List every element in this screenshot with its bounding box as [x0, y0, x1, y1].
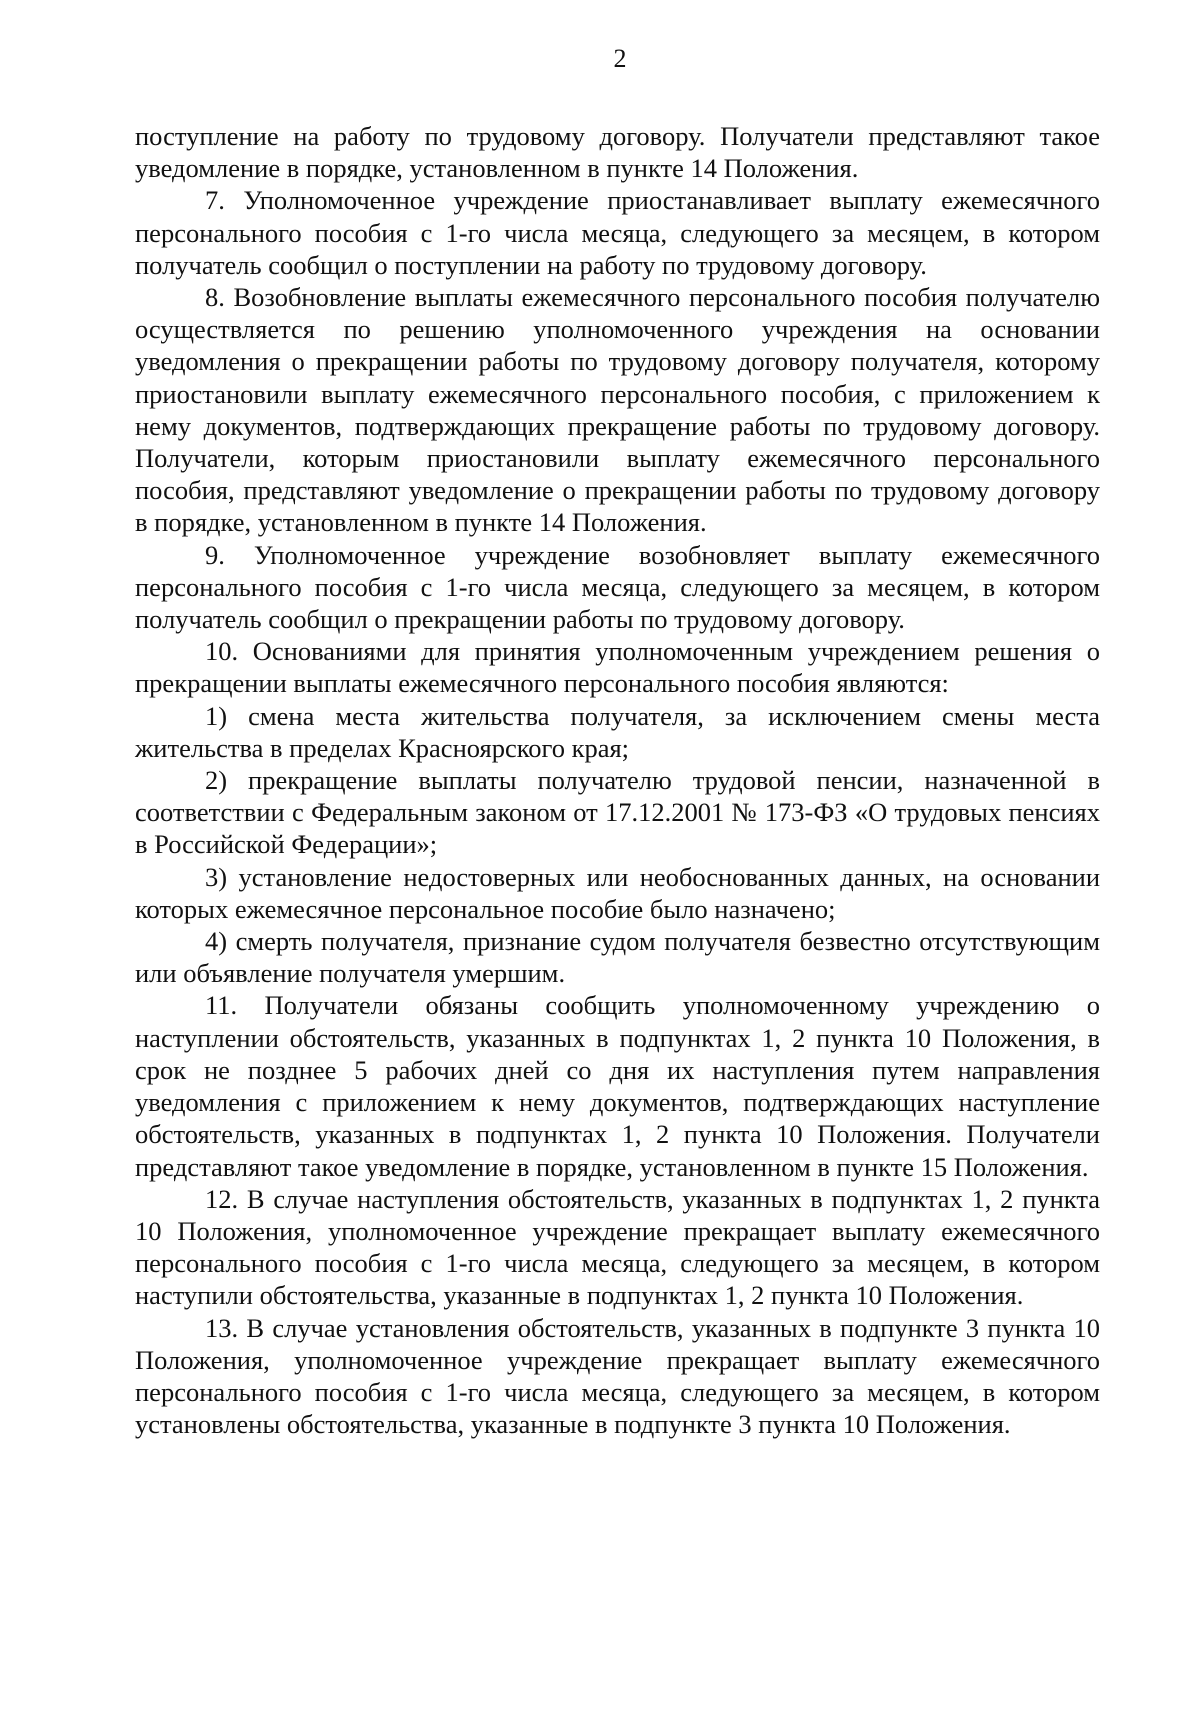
document-body — [135, 120, 1100, 1440]
subitem-10-2: 2) прекращение выплаты получателю трудовой пенсии, назначенной в соответствии с Федеральным законом от 17.12.2001 № 173-ФЗ «О трудовых пенсиях в Российской Федерации»; — [135, 765, 1100, 860]
paragraph-item-13: 13. В случае установления обстоятельств, указанных в подпункте 3 пункта 10 Положения, уполномоченное учреждение прекращает выплату ежемесячного персонального пособия с 1-го числа месяца, следующего за месяцем, в котором установлены обстоятельства, указанные в подпункте 3 пункта 10 Положения. — [135, 1312, 1100, 1440]
page-number: 2 — [613, 44, 627, 73]
paragraph-item-10: 10. Основаниями для принятия уполномоченным учреждением решения о прекращении выплаты ежемесячного персонального пособия являются: — [135, 636, 1100, 699]
paragraph-item-9: 9. Уполномоченное учреждение возобновляет выплату ежемесячного персонального пособия с 1-го числа месяца, следующего за месяцем, в котором получатель сообщил о прекращении работы по трудовому договору. — [135, 539, 1100, 635]
paragraph-item-12: 12. В случае наступления обстоятельств, указанных в подпунктах 1, 2 пункта 10 Положения, уполномоченное учреждение прекращает выплату ежемесячного персонального пособия с 1-го числа месяца, следующего за месяцем, в котором наступили обстоятельства, указанные в подпунктах 1, 2 пункта 10 Положения. — [135, 1183, 1100, 1311]
subitem-10-4: 4) смерть получателя, признание судом получателя безвестно отсутствующим или объявление получателя умершим. — [135, 926, 1100, 989]
paragraph-item-8: 8. Возобновление выплаты ежемесячного персонального пособия получателю осуществляется по решению уполномоченного учреждения на основании уведомления о прекращении работы по трудовому договору получателя, которому приостановили выплату ежемесячного персонального пособия, с приложением к нему документов, подтверждающих прекращение работы по трудовому договору. Получатели, которым приостановили выплату ежемесячного персонального пособия, представляют уведомление о прекращении работы по трудовому договору в порядке, установленном в пункте 14 Положения. — [135, 282, 1100, 538]
paragraph-continuation: поступление на работу по трудовому договору. Получатели представляют такое уведомление в порядке, установленном в пункте 14 Положения. — [135, 121, 1100, 184]
paragraph-item-11: 11. Получатели обязаны сообщить уполномоченному учреждению о наступлении обстоятельств, указанных в подпунктах 1, 2 пункта 10 Положения, в срок не позднее 5 рабочих дней со дня их наступления путем направления уведомления с приложением к нему документов, подтверждающих наступление обстоятельств, указанных в подпунктах 1, 2 пункта 10 Положения. Получатели представляют такое уведомление в порядке, установленном в пункте 15 Положения. — [135, 990, 1100, 1182]
paragraph-item-7: 7. Уполномоченное учреждение приостанавливает выплату ежемесячного персонального пособия с 1-го числа месяца, следующего за месяцем, в котором получатель сообщил о поступлении на работу по трудовому договору. — [135, 185, 1100, 280]
subitem-10-3: 3) установление недостоверных или необоснованных данных, на основании которых ежемесячное персональное пособие было назначено; — [135, 861, 1100, 924]
subitem-10-1: 1) смена места жительства получателя, за исключением смены места жительства в пределах Красноярского края; — [135, 700, 1100, 763]
